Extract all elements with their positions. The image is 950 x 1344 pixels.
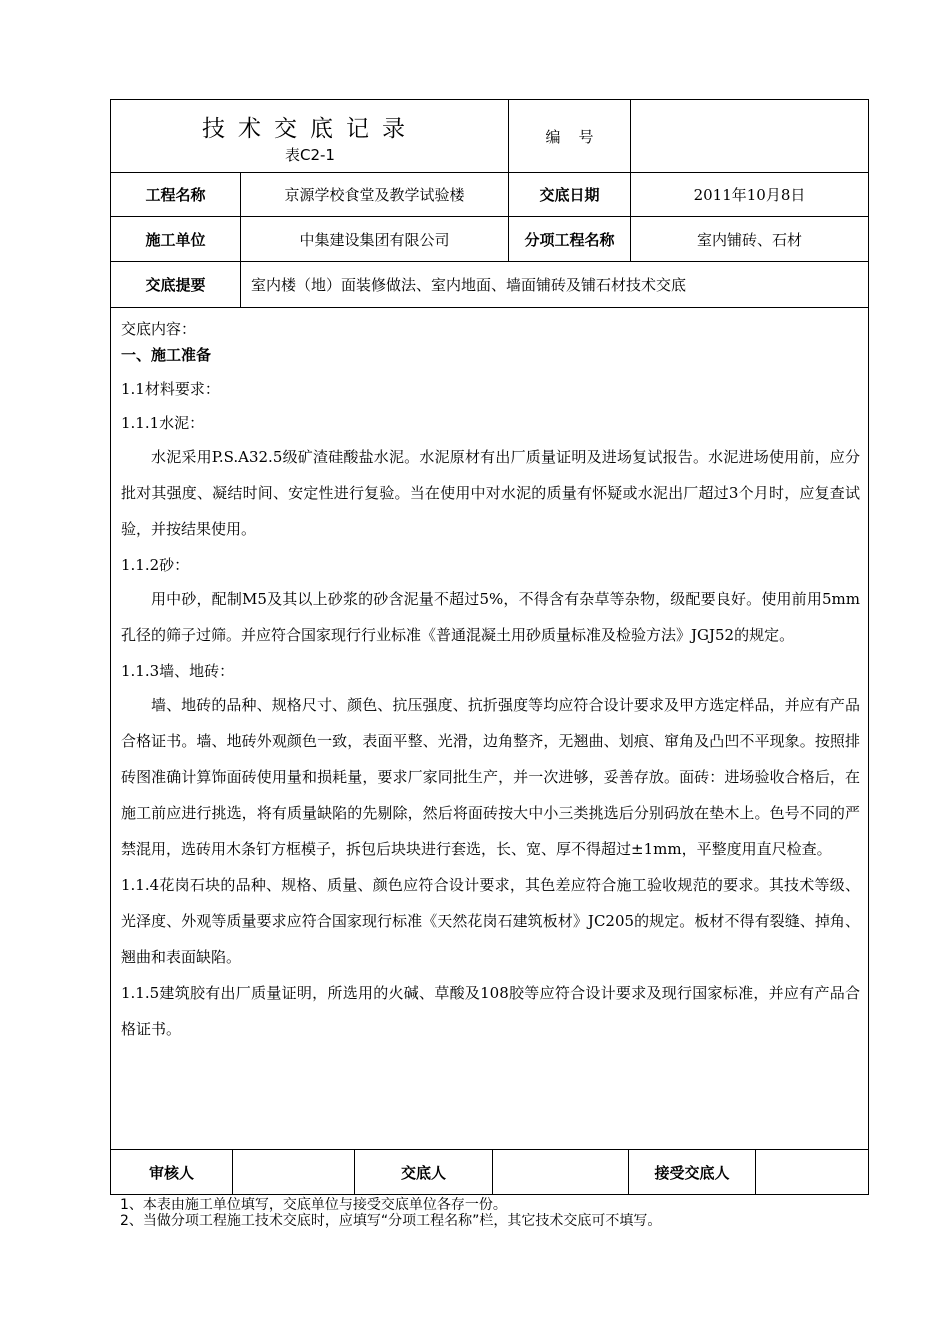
paragraph-sand: 用中砂，配制M5及其以上砂浆的砂含泥量不超过5%，不得含有杂草等杂物，级配要良好。使用前用5mm孔径的筛子过筛。并应符合国家现行行业标准《普通混凝土用砂质量标准及检验方法》JGJ52的规定。 [121, 590, 860, 644]
reviewer-value[interactable] [233, 1150, 355, 1194]
content-intro: 交底内容： [121, 320, 197, 338]
number-label: 编号 [545, 127, 612, 146]
project-row [111, 173, 868, 217]
date-value: 2011年10月8日 [693, 186, 806, 204]
paragraph-tile: 墙、地砖的品种、规格尺寸、颜色、抗压强度、抗折强度等均应符合设计要求及甲方选定样品，并应有产品合格证书。墙、地砖外观颜色一致，表面平整、光滑，边角整齐，无翘曲、划痕、窜角及凸凹不平现象。按照排砖图准确计算饰面砖使用量和损耗量，要求厂家同批生产，并一次进够，妥善存放。面砖：进场验收合格后，在施工前应进行挑选，将有质量缺陷的先剔除，然后将面砖按大中小三类挑选后分别码放在垫木上。色号不同的严禁混用，选砖用木条钉方框模子，拆包后块块进行套选，长、宽、厚不得超过±1mm，平整度用直尺检查。 [121, 696, 860, 858]
form-code: 表C2-1 [285, 146, 335, 164]
note-1: 1、本表由施工单位填写，交底单位与接受交底单位各存一份。 [120, 1197, 507, 1213]
section-heading: 一、施工准备 [121, 346, 212, 364]
number-label-cell [509, 100, 631, 172]
paragraph-granite: 1.1.4花岗石块的品种、规格、质量、颜色应符合设计要求，其色差应符合施工验收规范的要求。其技术等级、光泽度、外观等质量要求应符合国家现行标准《天然花岗石建筑板材》JC205的规定。板材不得有裂缝、掉角、翘曲和表面缺陷。 [121, 876, 860, 966]
contractor-label: 施工单位 [111, 217, 241, 261]
date-label: 交底日期 [509, 173, 631, 216]
technical-disclosure-form [110, 99, 869, 1195]
subheading-cement: 1.1.1水泥： [121, 414, 205, 432]
contractor-value: 中集建设集团有限公司 [241, 217, 509, 261]
summary-value: 室内楼（地）面装修做法、室内地面、墙面铺砖及铺石材技术交底 [251, 276, 687, 294]
reviewer-label: 审核人 [111, 1150, 233, 1194]
project-name-value: 京源学校食堂及教学试验楼 [241, 173, 509, 216]
paragraph-cement: 水泥采用P.S.A32.5级矿渣硅酸盐水泥。水泥原材有出厂质量证明及进场复试报告。水泥进场使用前，应分批对其强度、凝结时间、安定性进行复验。当在使用中对水泥的质量有怀疑或水泥出厂超过3个月时，应复查试验，并按结果使用。 [121, 448, 860, 538]
subheading-sand: 1.1.2砂： [121, 556, 190, 574]
note-2: 2、当做分项工程施工技术交底时，应填写“分项工程名称”栏，其它技术交底可不填写。 [120, 1213, 662, 1229]
form-title: 技术交底记录 [202, 116, 418, 142]
project-name-label: 工程名称 [111, 173, 241, 216]
contractor-row [111, 217, 868, 262]
subproject-value: 室内铺砖、石材 [696, 230, 802, 249]
summary-row [111, 262, 868, 308]
receiver-label: 接受交底人 [629, 1150, 756, 1194]
disclosure-content [121, 317, 860, 1047]
subheading-tile: 1.1.3墙、地砖： [121, 662, 235, 680]
form-notes [120, 1197, 661, 1229]
presenter-label: 交底人 [355, 1150, 493, 1194]
presenter-value[interactable] [493, 1150, 629, 1194]
header-row [111, 100, 868, 173]
subheading-materials: 1.1材料要求： [121, 380, 220, 398]
title-cell [111, 100, 509, 172]
number-value-cell[interactable] [631, 100, 868, 172]
signature-row [111, 1149, 868, 1194]
summary-label: 交底提要 [111, 262, 241, 307]
receiver-value[interactable] [756, 1150, 868, 1194]
subproject-label: 分项工程名称 [509, 217, 631, 261]
paragraph-glue: 1.1.5建筑胶有出厂质量证明，所选用的火碱、草酸及108胶等应符合设计要求及现行国家标准，并应有产品合格证书。 [121, 984, 860, 1038]
